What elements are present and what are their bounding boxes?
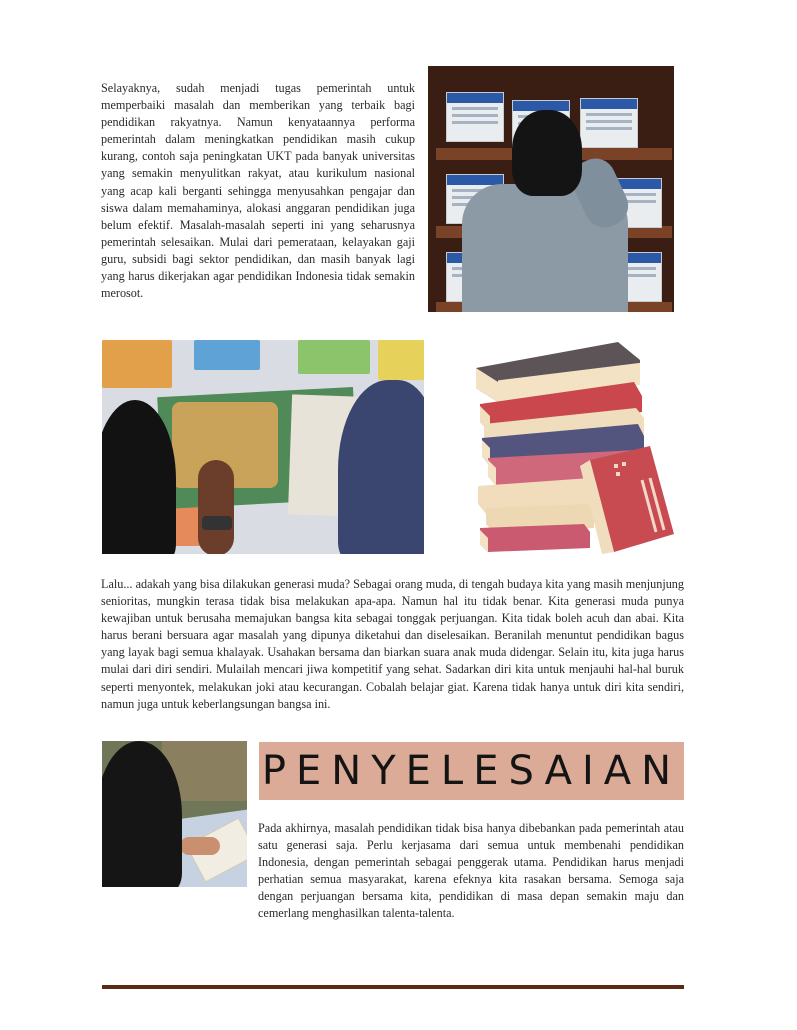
bottom-divider: [102, 985, 684, 989]
conclusion-paragraph: Pada akhirnya, masalah pendidikan tidak bisa hanya dibebankan pada pemerintah atau satu generasi saja. Perlu kerjasama dari semua untuk membenahi pendidikan Indonesia, dengan pemerintah sebagai penggerak utama. Pendidikan harus menjadi perhatian semua masyarakat, karena efeknya kita rasakan bersama. Semoga saja dengan perjuangan bersama kita, pendidikan di masa depan semakin maju dan cemerlang menghasilkan talenta-talenta.: [258, 821, 684, 921]
book-stack-illustration: [468, 338, 680, 558]
youth-paragraph: Lalu... adakah yang bisa dilakukan generasi muda? Sebagai orang muda, di tengah budaya kita yang masih menjunjung senioritas, mungkin terasa tidak bisa melakukan apa-apa. Namun hal itu tidak benar. Kita generasi muda punya kewajiban untuk berusaha memajukan bangsa kita sebagai tonggak perjuangan. Kita tidak boleh acuh dan abai. Kita harus berani bersuara agar masalah yang dipunya diketahui dan diselesaikan. Beranilah menuntut pendidikan bagus yang layak bagi semua khalayak. Usahakan bersama dan biarkan suara anak muda didengar. Selain itu, kita juga harus mulai dari diri sendiri. Mulailah mencari jiwa kompetitif yang sehat. Sadarkan diri kita untuk menjauhi hal-hal buruk seperti menyontek, melakukan joki atau kecurangan. Cobalah belajar giat. Karena tidak hanya untuk diri kita sendiri, namun juga untuk keberlangsungan bangsa ini.: [101, 577, 684, 711]
intro-paragraph: Selayaknya, sudah menjadi tugas pemerintah untuk memperbaiki masalah dan memberikan yang terbaik bagi pendidikan rakyatnya. Namun kenyataannya performa pemerintah dalam meningkatkan pendidikan masih cukup kurang, contoh saja peningkatan UKT pada banyak universitas yang semakin menyulitkan rakyat, atau kurikulum nasional yang acap kali berganti sehingga menyusahkan pengajar dan siswa dalam memahaminya, alokasi anggaran pendidikan juga belum efektif. Masalah-masalah seperti ini yang seharusnya pemerintah selesaikan. Mulai dari pemerataan, kelayakan gaji guru, subsidi bagi sektor pendidikan, dan masih banyak lagi yang harus dikerjakan agar pendidikan Indonesia tidak semakin merosot.: [101, 81, 415, 301]
children-reading-photo: [102, 340, 424, 554]
conclusion-heading-box: [259, 742, 684, 800]
newspaper-rack-photo: [428, 66, 674, 312]
conclusion-heading: PENYELESAIAN: [261, 748, 682, 794]
girl-reading-photo: [102, 741, 247, 887]
